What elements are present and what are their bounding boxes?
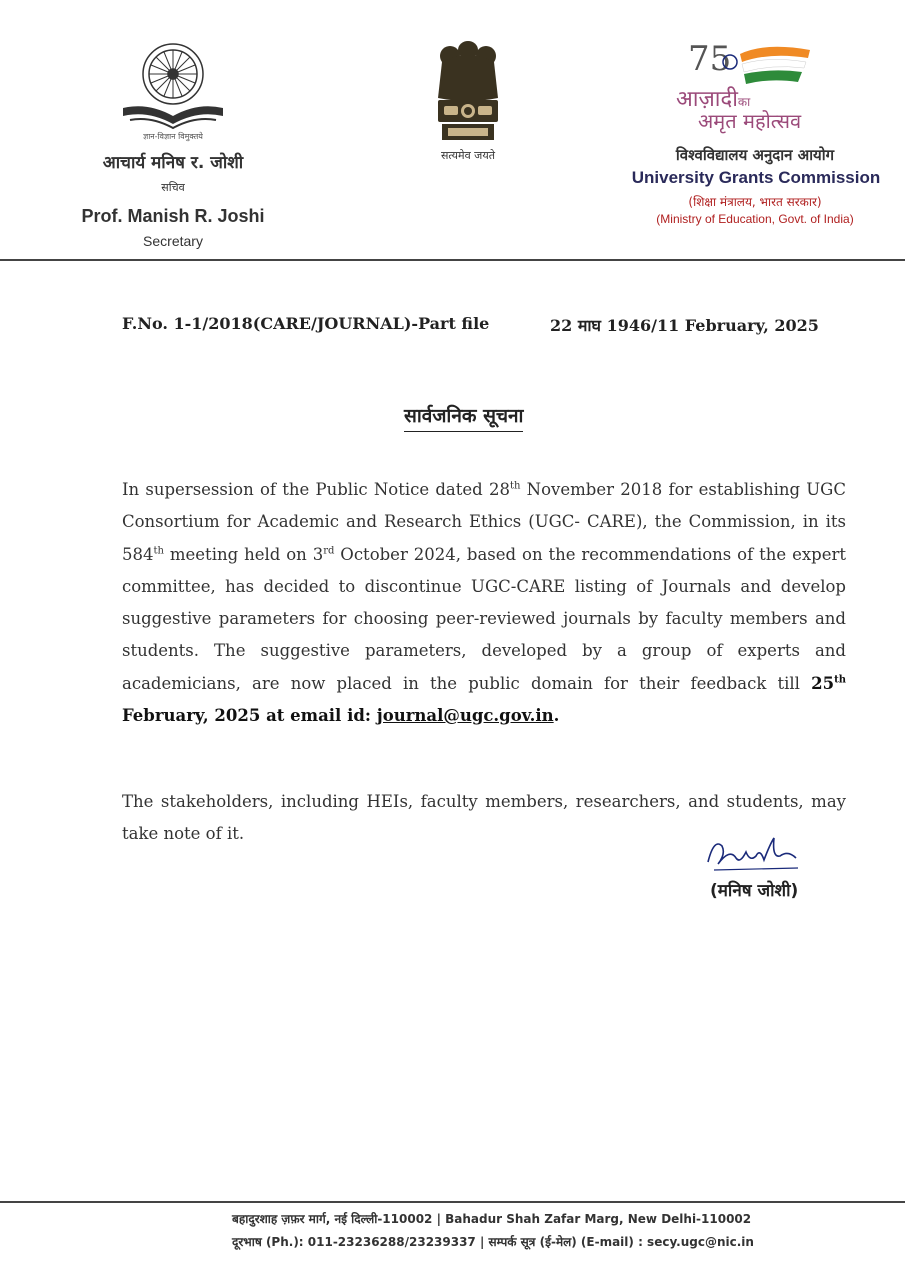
secretary-title-hindi: सचिव (161, 181, 185, 194)
ministry: (Ministry of Education, Govt. of India) (656, 212, 854, 226)
organisation-name-hindi: विश्वविद्यालय अनुदान आयोग (675, 146, 835, 164)
footer-divider (0, 1201, 905, 1203)
azadi-text-line1: आज़ादीका (676, 87, 751, 112)
file-number: F.No. 1-1/2018(CARE/JOURNAL)-Part file (122, 314, 490, 333)
seal-motto: ज्ञान-विज्ञान विमुक्तये (143, 132, 203, 141)
azadi-text-line2: अमृत महोत्सव (698, 109, 802, 133)
notice-date: 22 माघ 1946/11 February, 2025 (550, 316, 819, 335)
footer-contact: दूरभाष (Ph.): 011-23236288/23239337 | सम्पर्क सूत्र (ई-मेल) (E-mail) : secy.ugc@nic.in (232, 1235, 754, 1249)
notice-paragraph-2: The stakeholders, including HEIs, faculty members, researchers, and students, may take note of it. (122, 792, 846, 844)
ugc-logo (118, 36, 228, 136)
signature-icon (700, 828, 810, 882)
header-divider (0, 259, 905, 261)
footer-address: बहादुरशाह ज़फ़र मार्ग, नई दिल्ली-110002 | Bahadur Shah Zafar Marg, New Delhi-110002 (232, 1212, 752, 1226)
national-emblem-icon (428, 38, 508, 146)
notice-paragraph-1: In supersession of the Public Notice dated 28th November 2018 for establishing UGC Consortium for Academic and Research Ethics (UGC- CARE), the Commission, in its 584th meeting held on 3rd October 2024, based on the recommendations of the expert committee, has decided to discontinue UGC-CARE listing of Journals and develop suggestive parameters for choosing peer-reviewed journals by faculty members and students. The suggestive parameters, developed by a group of experts and academicians, are now placed in the public domain for their feedback till 25th February, 2025 at email id: journal@ugc.gov.in. (122, 480, 846, 726)
secretary-name: Prof. Manish R. Joshi (81, 206, 265, 226)
secretary-title: Secretary (143, 233, 203, 249)
logo-number: 75 (688, 39, 732, 79)
signatory-name: (मनिष जोशी) (710, 881, 799, 901)
ministry-hindi: (शिक्षा मंत्रालय, भारत सरकार) (688, 195, 822, 209)
emblem-motto: सत्यमेव जयते (440, 149, 495, 162)
secretary-name-hindi: आचार्य मनिष र. जोशी (102, 153, 244, 173)
notice-heading: सार्वजनिक सूचना (404, 402, 523, 432)
feedback-email-link[interactable]: journal@ugc.gov.in (376, 706, 554, 726)
organisation-name: University Grants Commission (631, 168, 881, 187)
